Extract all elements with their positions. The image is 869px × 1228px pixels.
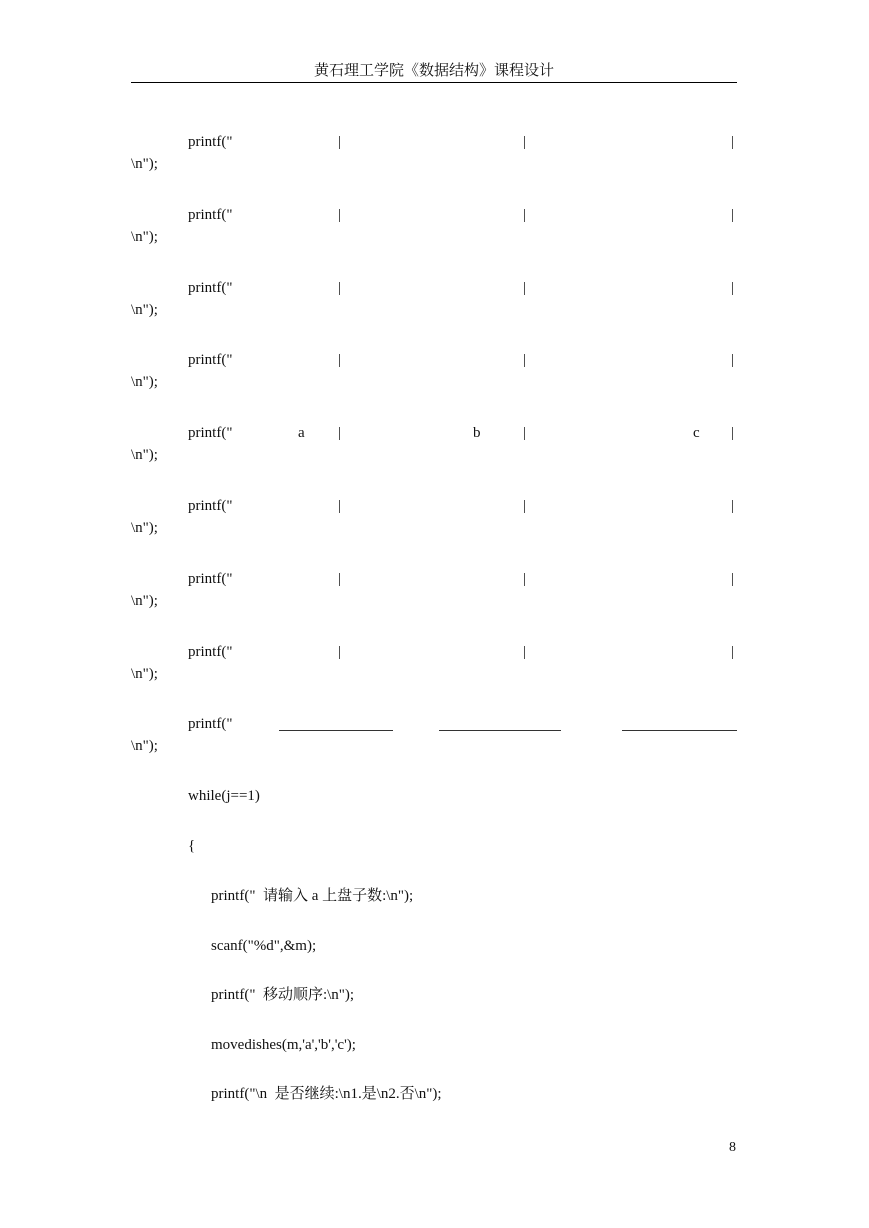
printf-prefix: printf(" (188, 352, 233, 368)
line-continuation: \n"); (131, 520, 158, 536)
pole-separator: | (523, 207, 527, 223)
page-header-title: 黄石理工学院《数据结构》课程设计 (313, 63, 554, 79)
pole-separator: | (338, 571, 342, 587)
line-continuation: \n"); (131, 229, 158, 245)
line-continuation: \n"); (131, 156, 158, 172)
pole-separator: | (338, 280, 342, 296)
pole-separator: | (523, 352, 527, 368)
pole-separator: | (731, 280, 735, 296)
pole-separator: | (338, 207, 342, 223)
printf-prefix: printf(" (188, 716, 233, 732)
code-line: printf("\n 是否继续:\n1.是\n2.否\n"); (211, 1086, 442, 1102)
code-line: scanf("%d",&m); (211, 938, 317, 954)
pole-separator: | (731, 352, 735, 368)
page-number: 8 (729, 1140, 736, 1155)
pole-label-c: c (693, 425, 700, 441)
line-continuation: \n"); (131, 447, 158, 463)
line-continuation: \n"); (131, 302, 158, 318)
pole-separator: | (523, 571, 527, 587)
pole-separator: | (338, 425, 342, 441)
pole-base-underline (279, 730, 393, 731)
line-continuation: \n"); (131, 374, 158, 390)
code-line: printf(" 请输入 a 上盘子数:\n"); (211, 888, 414, 904)
pole-separator: | (731, 498, 735, 514)
pole-separator: | (731, 207, 735, 223)
pole-separator: | (523, 425, 527, 441)
printf-prefix: printf(" (188, 425, 233, 441)
printf-prefix: printf(" (188, 280, 233, 296)
pole-separator: | (338, 498, 342, 514)
pole-base-underline (439, 730, 561, 731)
printf-prefix: printf(" (188, 571, 233, 587)
printf-prefix: printf(" (188, 134, 233, 150)
pole-separator: | (523, 644, 527, 660)
header-rule (131, 82, 737, 83)
line-continuation: \n"); (131, 738, 158, 754)
pole-separator: | (731, 644, 735, 660)
pole-separator: | (338, 352, 342, 368)
code-line: movedishes(m,'a','b','c'); (211, 1037, 356, 1053)
line-continuation: \n"); (131, 666, 158, 682)
printf-prefix: printf(" (188, 498, 233, 514)
pole-label-a: a (298, 425, 305, 441)
code-line: while(j==1) (188, 788, 260, 804)
pole-separator: | (523, 280, 527, 296)
pole-base-underline (622, 730, 737, 731)
printf-prefix: printf(" (188, 207, 233, 223)
line-continuation: \n"); (131, 593, 158, 609)
code-line: { (188, 838, 196, 854)
printf-prefix: printf(" (188, 644, 233, 660)
pole-separator: | (731, 425, 735, 441)
pole-separator: | (523, 498, 527, 514)
pole-separator: | (731, 571, 735, 587)
pole-separator: | (731, 134, 735, 150)
pole-separator: | (523, 134, 527, 150)
pole-label-b: b (473, 425, 481, 441)
pole-separator: | (338, 644, 342, 660)
pole-separator: | (338, 134, 342, 150)
code-line: printf(" 移动顺序:\n"); (211, 987, 355, 1003)
